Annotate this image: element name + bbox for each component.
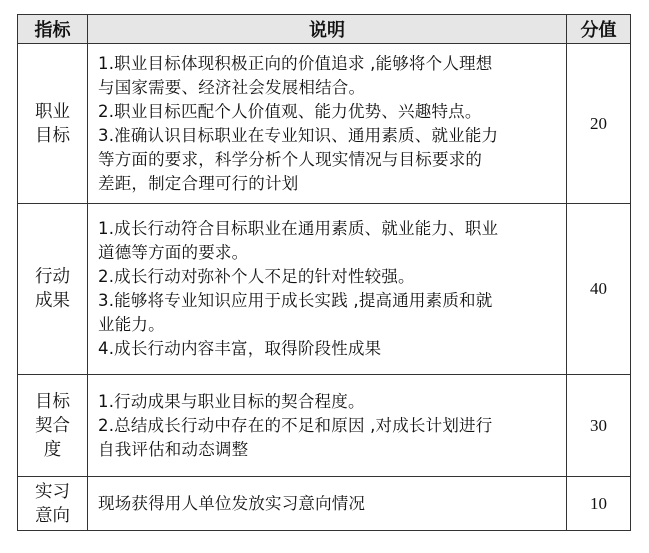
indicator-text: 职业 <box>35 101 70 122</box>
description-line: 4.成长行动内容丰富，取得阶段性成果 <box>98 339 382 358</box>
indicator-text: 度 <box>43 439 62 460</box>
score-cell: 20 <box>567 44 631 204</box>
description-line: 与国家需要、经济社会发展相结合。 <box>98 77 366 97</box>
indicator-cell <box>18 477 88 531</box>
table-row <box>18 44 631 204</box>
description-line: 3.准确认识目标职业在专业知识、通用素质、就业能力 <box>98 125 499 145</box>
table-row <box>18 477 631 531</box>
indicator-text: 目标 <box>35 125 70 146</box>
description-line: 2.成长行动对弥补个人不足的针对性较强。 <box>98 267 415 286</box>
table-row <box>18 375 631 477</box>
table-row <box>18 204 631 375</box>
score-cell: 30 <box>567 375 631 477</box>
description-line: 道德等方面的要求。 <box>98 243 249 262</box>
indicator-text: 契合 <box>35 415 70 436</box>
description-line: 1.成长行动符合目标职业在通用素质、就业能力、职业 <box>98 219 499 238</box>
header-description: 说明 <box>88 15 567 44</box>
description-cell <box>88 477 567 531</box>
description-cell <box>88 44 567 204</box>
indicator-text: 成果 <box>35 291 70 311</box>
indicator-cell <box>18 204 88 375</box>
description-cell <box>88 204 567 375</box>
description-line: 2.总结成长行动中存在的不足和原因 ,对成长计划进行 <box>98 415 493 435</box>
header-score: 分值 <box>567 15 631 44</box>
header-indicator: 指标 <box>18 15 88 44</box>
indicator-cell <box>18 44 88 204</box>
indicator-text: 意向 <box>35 505 70 526</box>
description-line: 2.职业目标匹配个人价值观、能力优势、兴趣特点。 <box>98 101 482 121</box>
scoring-table <box>17 14 631 531</box>
description-line: 1.行动成果与职业目标的契合程度。 <box>98 391 365 411</box>
indicator-text: 实习 <box>35 481 70 502</box>
indicator-text: 目标 <box>35 391 70 412</box>
description-line: 等方面的要求，科学分析个人现实情况与目标要求的 <box>98 149 483 169</box>
description-line: 业能力。 <box>98 315 165 334</box>
description-line: 1.职业目标体现积极正向的价值追求 ,能够将个人理想 <box>98 53 493 73</box>
score-cell: 40 <box>567 204 631 375</box>
description-line: 现场获得用人单位发放实习意向情况 <box>98 493 366 513</box>
description-line: 差距，制定合理可行的计划 <box>98 173 299 193</box>
indicator-cell <box>18 375 88 477</box>
indicator-text: 行动 <box>35 267 70 287</box>
description-cell <box>88 375 567 477</box>
score-cell: 10 <box>567 477 631 531</box>
table-header-row <box>18 15 631 44</box>
description-line: 3.能够将专业知识应用于成长实践 ,提高通用素质和就 <box>98 291 493 310</box>
description-line: 自我评估和动态调整 <box>98 439 249 459</box>
